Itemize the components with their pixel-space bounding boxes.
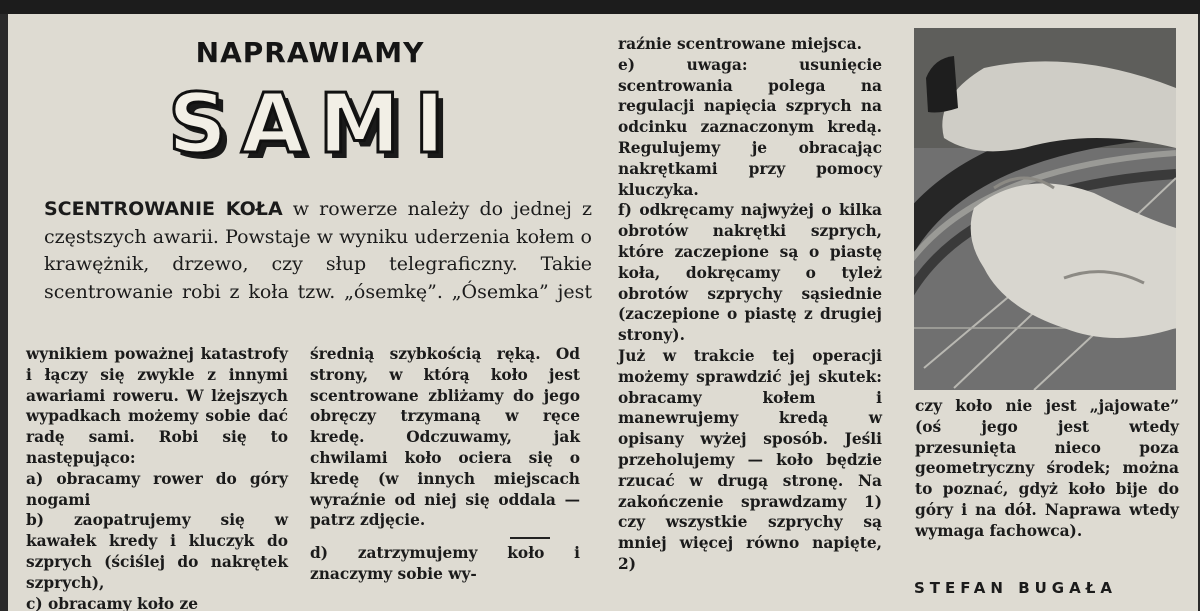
article-column-1 [26,344,288,611]
article-column-3 [618,34,882,575]
column-3-paragraph-4: Już w trakcie tej operacji możemy sprawdzić jej skutek: obracamy kołem i manewrujemy kredą w opisany wyżej sposób. Jeśli przeholujemy — koło będzie rzucać w drugą stronę. Na zakończenie sprawdzamy 1) czy wszystkie szprychy są mniej więcej równo napięte, 2) [618,346,882,573]
lead-paragraph [44,196,592,306]
column-3-paragraph-2: e) uwaga: usunięcie scentrowania polega na regulacji napięcia szprych na odcinku zaznaczonym kredą. Regulujemy je obracając nakrętkami przy pomocy kluczyka. [618,55,882,199]
top-edge-bar [0,0,1200,14]
column-3-paragraph-1: raźnie scentrowane miejsca. [618,35,862,53]
lead-emphasis: SCENTROWANIE KOŁA [44,198,283,220]
newspaper-clipping [8,14,1198,611]
wheel-photo [914,28,1176,390]
section-dash [510,531,550,539]
wheel-photo-illustration [914,28,1176,390]
column-1-paragraph-3: b) zaopatrujemy się w kawałek kredy i kluczyk do szprych (ściślej do nakrętek szprych), [26,511,288,592]
headline-title: SAMI [168,77,459,172]
article-column-4 [915,396,1179,542]
column-2-paragraph-1: średnią szybkością ręką. Od strony, w którą koło jest scentrowane zbliżamy do jego obręczy trzymaną w ręce kredę. Odczuwamy, jak chwilami koło ociera się o kredę (w innych miejscach wyraźnie od niej się oddala — patrz zdjęcie. [310,345,580,530]
column-1-paragraph-4: c) obracamy koło ze [26,594,199,611]
column-4-paragraph-1: czy koło nie jest „jajowate” (oś jego jest wtedy przesunięta nieco poza geometryczny środek; można to poznać, gdyż koło bije do góry i na dół. Naprawa wtedy wymaga fachowca). [915,397,1179,540]
lead-text: w rowerze należy do jednej z częstszych awarii. Powstaje w wyniku uderzenia kołem o krawężnik, drzewo, czy słup telegraficzny. Takie scentrowanie robi z koła tzw. „ósemkę”. „Ósemka” jest [44,198,592,303]
column-3-paragraph-3: f) odkręcamy najwyżej o kilka obrotów nakrętki szprych, które zaczepione są o piastę koła, dokręcamy o tyleż obrotów szprychy sąsiednie (zaczepione o piastę z drugiej strony). [618,201,882,345]
headline-kicker: NAPRAWIAMY [195,36,425,69]
author-signature: STEFAN BUGAŁA [914,579,1117,597]
column-2-paragraph-2: d) zatrzymujemy koło i znaczymy sobie wy- [310,544,580,583]
column-1-paragraph-1: wynikiem poważnej katastrofy i łączy się zwykle z innymi awariami roweru. W lżejszych wypadkach możemy sobie dać radę sami. Robi się to następująco: [26,345,288,467]
article-column-2 [310,344,580,585]
column-1-paragraph-2: a) obracamy rower do góry nogami [26,469,288,509]
